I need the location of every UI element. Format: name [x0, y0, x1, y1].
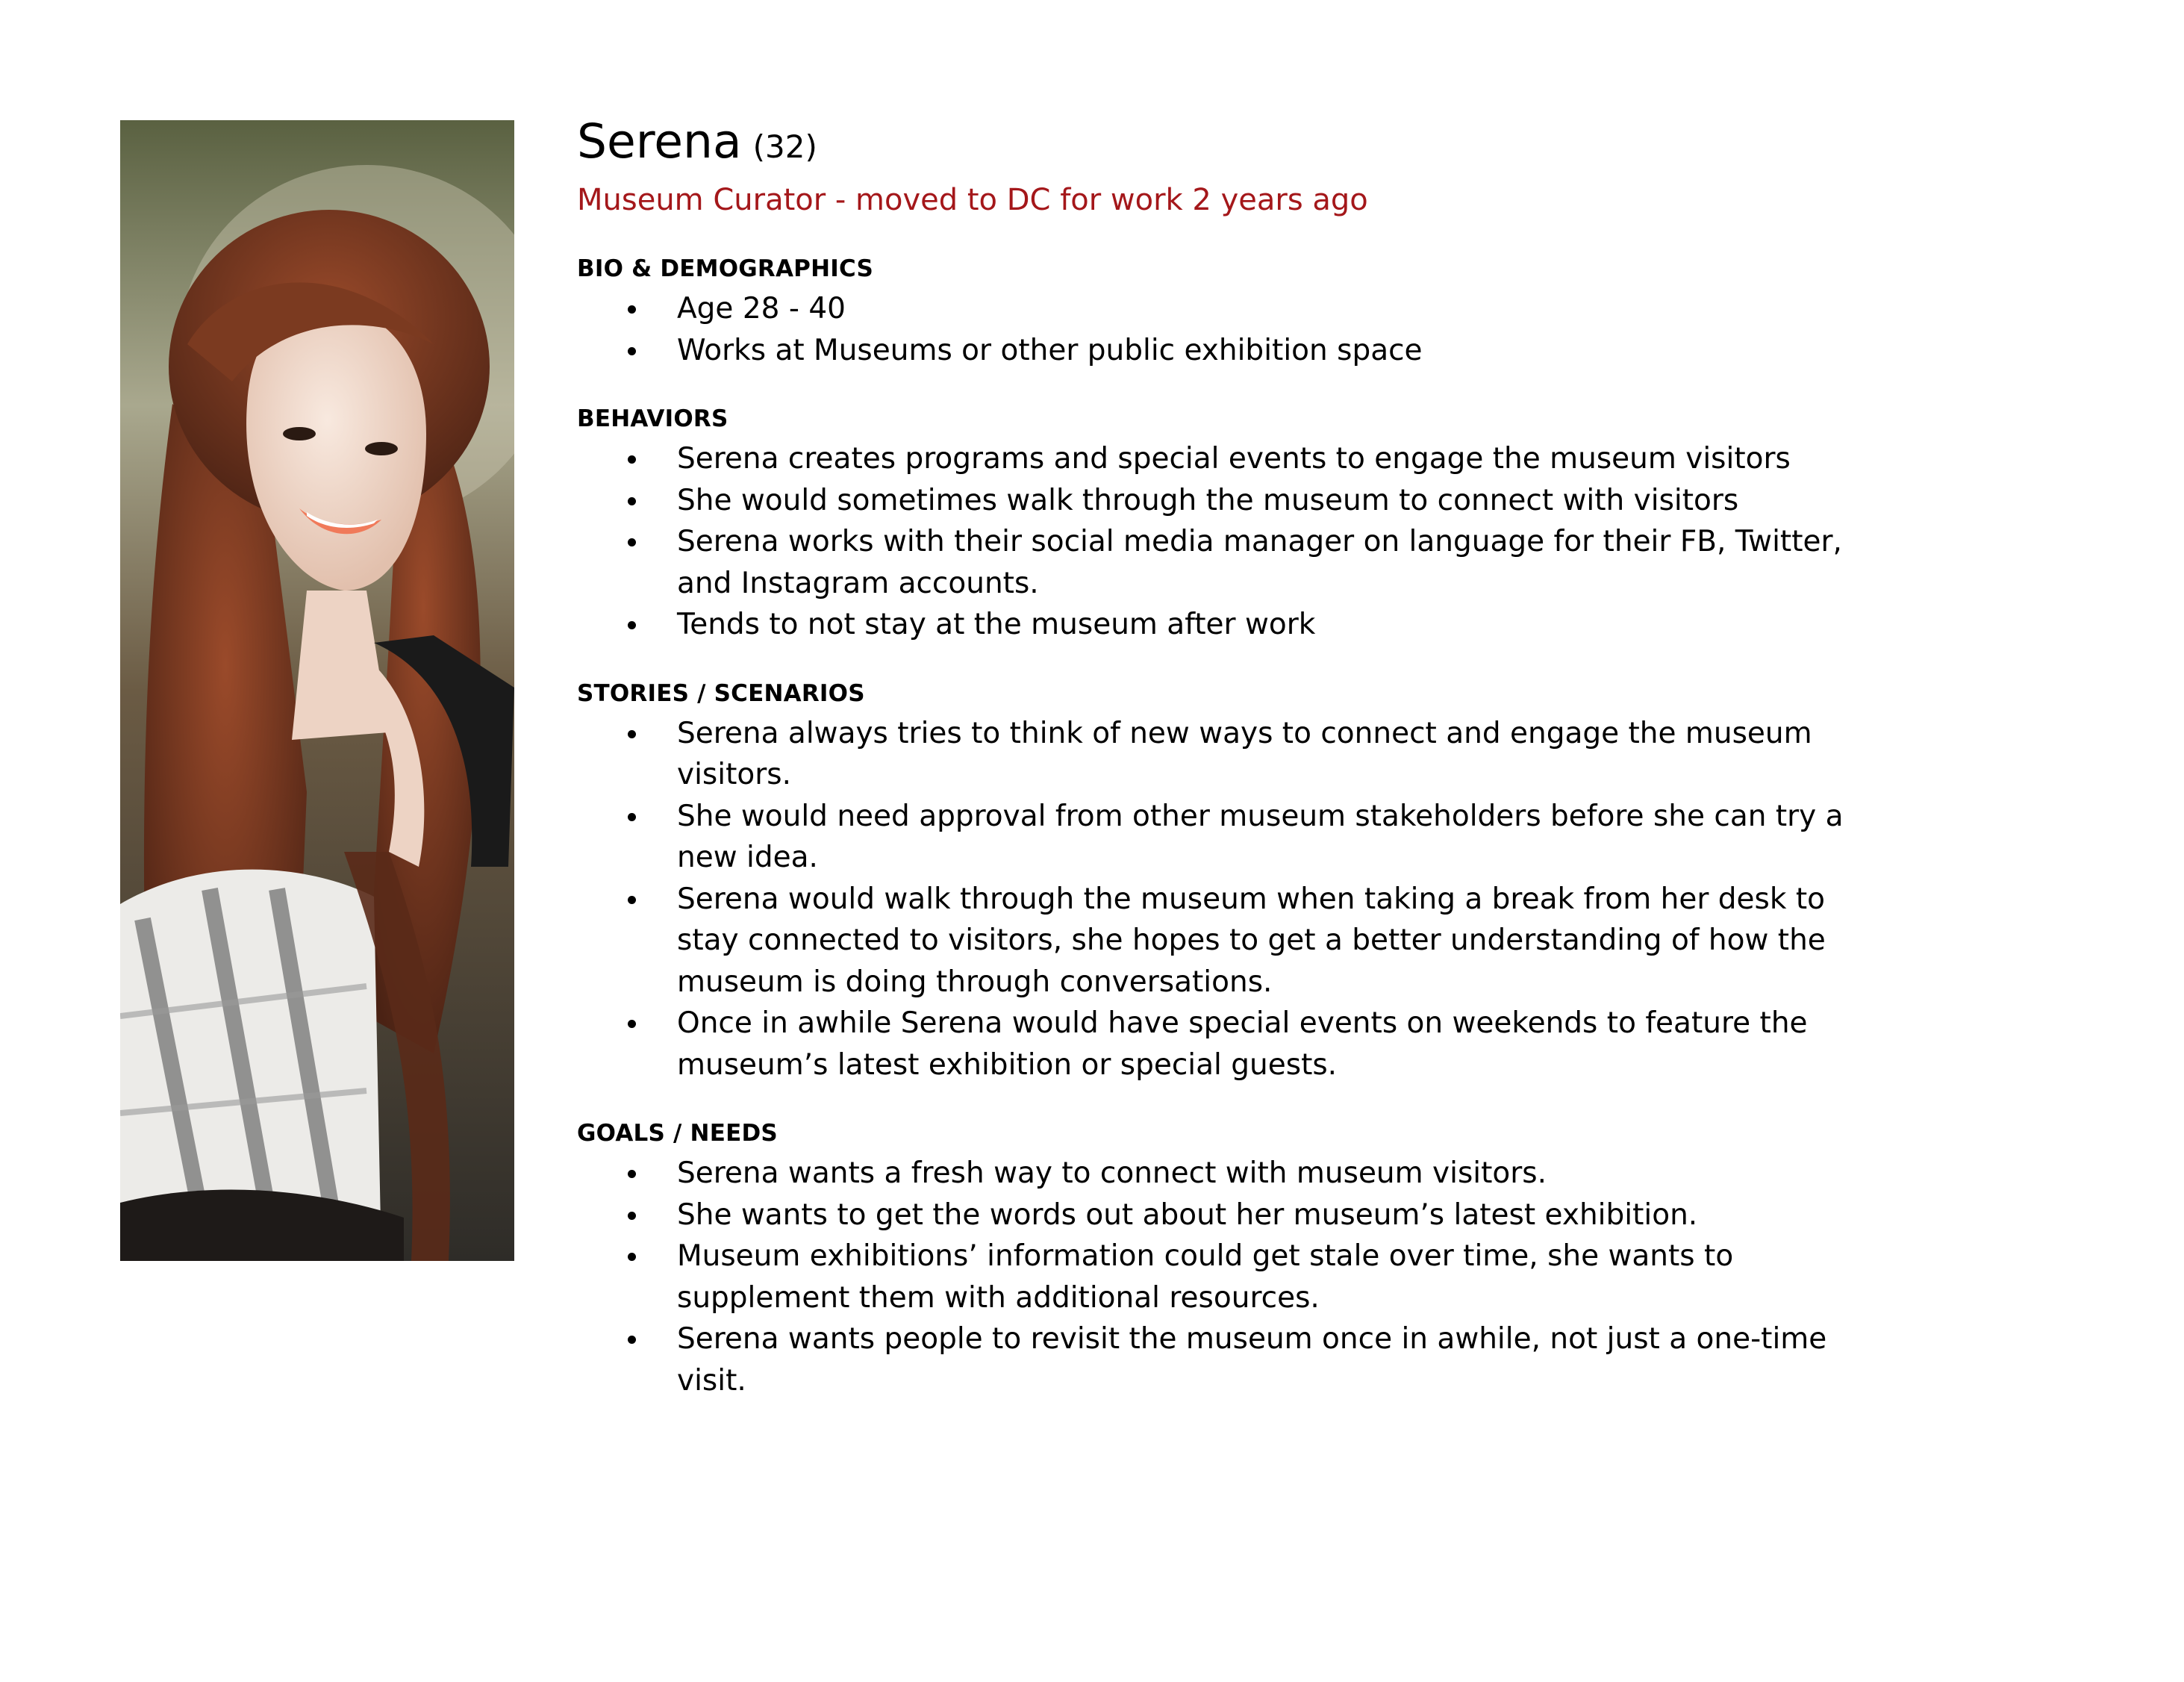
bullet-icon — [628, 1170, 636, 1178]
bullet-list — [577, 1153, 1861, 1401]
list-item-text: Tends to not stay at the museum after work — [677, 608, 1316, 641]
persona-header — [577, 112, 1861, 172]
section-goals-needs — [577, 1117, 1861, 1401]
list-item-text: Serena works with their social media manager on language for their FB, Twitter, and Instagram accounts. — [677, 525, 1842, 600]
bullet-icon — [628, 896, 636, 904]
list-item — [577, 879, 1861, 1003]
list-item-text: Serena always tries to think of new ways to connect and engage the museum visitors. — [677, 716, 1812, 791]
bullet-icon — [628, 1212, 636, 1220]
persona-sections — [577, 252, 1861, 1401]
section-title: STORIES / SCENARIOS — [577, 679, 865, 707]
bullet-icon — [628, 621, 636, 629]
bullet-icon — [628, 497, 636, 505]
bullet-icon — [628, 538, 636, 546]
bullet-icon — [628, 1336, 636, 1344]
section-title: GOALS / NEEDS — [577, 1120, 778, 1147]
persona-content — [577, 112, 1861, 1401]
list-item — [577, 521, 1861, 604]
bullet-list — [577, 438, 1861, 646]
list-item — [577, 713, 1861, 796]
list-item — [577, 480, 1861, 522]
list-item — [577, 1003, 1861, 1085]
bullet-icon — [628, 813, 636, 821]
list-item-text: Once in awhile Serena would have special events on weekends to feature the museum’s latest exhibition or special guests. — [677, 1006, 1808, 1082]
list-item-text: Works at Museums or other public exhibition space — [677, 333, 1423, 367]
persona-photo — [120, 120, 514, 1261]
list-item-text: Serena wants people to revisit the museum once in awhile, not just a one-time visit. — [677, 1322, 1827, 1398]
list-item — [577, 1236, 1861, 1318]
list-item — [577, 330, 1861, 372]
persona-age: (32) — [752, 128, 817, 165]
list-item-text: Museum exhibitions’ information could get stale over time, she wants to supplement them with additional resources. — [677, 1239, 1734, 1315]
section-bio-demographics — [577, 252, 1861, 371]
section-title: BEHAVIORS — [577, 405, 728, 432]
list-item — [577, 604, 1861, 646]
bullet-list — [577, 288, 1861, 371]
bullet-list — [577, 713, 1861, 1086]
list-item — [577, 288, 1861, 330]
bullet-icon — [628, 730, 636, 738]
bullet-icon — [628, 305, 636, 314]
bullet-icon — [628, 1020, 636, 1028]
portrait-photo-icon — [120, 120, 514, 1261]
list-item-text: Age 28 - 40 — [677, 292, 846, 326]
list-item-text: She wants to get the words out about her museum’s latest exhibition. — [677, 1197, 1698, 1232]
list-item — [577, 1153, 1861, 1194]
bullet-icon — [628, 347, 636, 355]
list-item-text: She would sometimes walk through the museum to connect with visitors — [677, 483, 1739, 517]
section-stories-scenarios — [577, 677, 1861, 1086]
list-item-text: Serena would walk through the museum when taking a break from her desk to stay connected to visitors, she hopes to get a better understanding of how the museum is doing through conversations. — [677, 882, 1826, 999]
list-item — [577, 438, 1861, 480]
bullet-icon — [628, 455, 636, 464]
persona-name: Serena — [577, 114, 742, 169]
persona-role: Museum Curator - moved to DC for work 2 years ago — [577, 183, 1368, 217]
list-item — [577, 796, 1861, 879]
list-item-text: She would need approval from other museum stakeholders before she can try a new idea. — [677, 799, 1844, 874]
list-item-text: Serena creates programs and special events to engage the museum visitors — [677, 442, 1791, 476]
section-behaviors — [577, 402, 1861, 646]
list-item — [577, 1194, 1861, 1236]
bullet-icon — [628, 1253, 636, 1261]
section-title: BIO & DEMOGRAPHICS — [577, 255, 874, 282]
list-item-text: Serena wants a fresh way to connect with museum visitors. — [677, 1156, 1547, 1190]
list-item — [577, 1318, 1861, 1401]
